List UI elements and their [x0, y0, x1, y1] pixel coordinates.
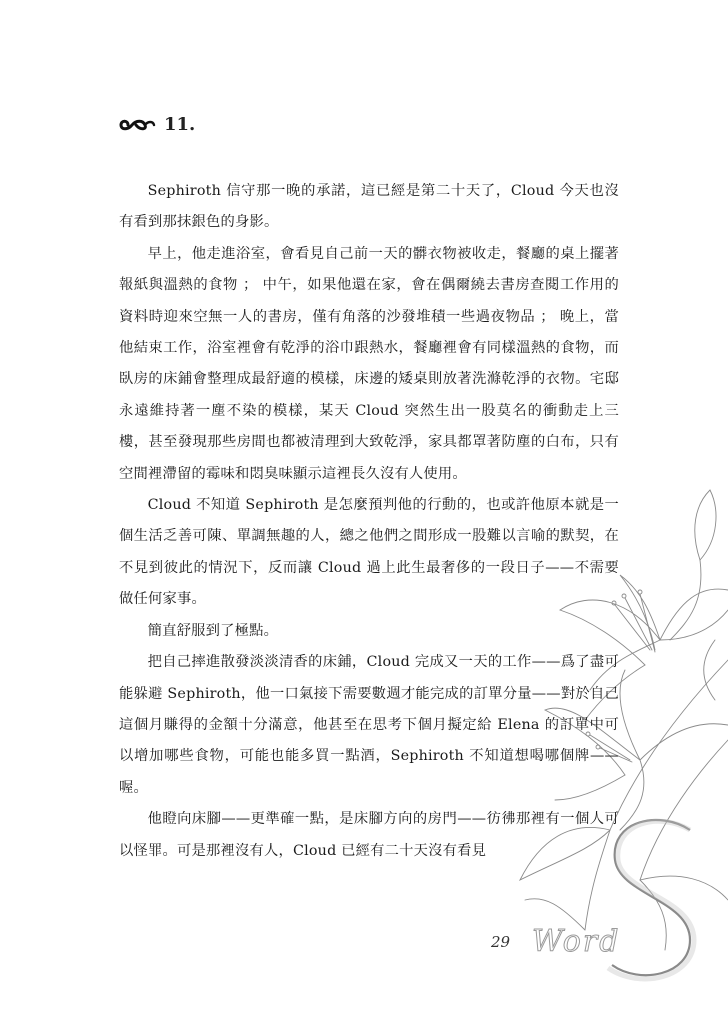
page-number: 29 [491, 933, 511, 951]
paragraph: 把自己摔進散發淡淡清香的床鋪，Cloud 完成又一天的工作——爲了盡可能躲避 Sephiroth，他一口氣接下需要數週才能完成的訂單分量——對於自己這個月賺得的金額十分滿意，他甚至在思考下個月擬定給 Elena 的訂單中可以增加哪些食物，可能也能多買一點酒，Sephiroth 不知道想喝哪個牌——喔。 [119, 654, 619, 796]
infinity-ornament-icon [118, 117, 156, 133]
chapter-body [119, 176, 619, 867]
paragraph: 簡直舒服到了極點。 [147, 622, 279, 639]
paragraph: 早上，他走進浴室，會看見自己前一天的髒衣物被收走，餐廳的桌上擺著報紙與溫熱的食物 ； 中午，如果他還在家，會在偶爾繞去書房查閱工作用的資料時迎來空無一人的書房，僅有角落的沙發堆積一些過夜物品 ； 晚上，當他結束工作，浴室裡會有乾淨的浴巾跟熱水，餐廳裡會有同樣溫熱的食物，而臥房的床鋪會整理成最舒適的模樣，床邊的矮桌則放著洗滌乾淨的衣物。宅邸永遠維持著一塵不染的模樣，某天 Cloud 突然生出一股莫名的衝動走上三樓，甚至發現那些房間也都被清理到大致乾淨，家具都罩著防塵的白布，只有空間裡滯留的霉味和悶臭味顯示這裡長久沒有人使用。 [119, 245, 619, 482]
word-watermark: Word [532, 924, 621, 959]
paragraph: Cloud 不知道 Sephiroth 是怎麼預判他的行動的，也或許他原本就是一個生活乏善可陳、單調無趣的人，總之他們之間形成一股難以言喻的默契，在不見到彼此的情況下，反而讓 Cloud 過上此生最奢侈的一段日子——不需要做任何家事。 [119, 497, 619, 608]
paragraph: 他瞪向床腳——更準確一點，是床腳方向的房門——彷彿那裡有一個人可以怪罪。可是那裡沒有人，Cloud 已經有二十天沒有看見 [119, 811, 619, 859]
chapter-heading [118, 114, 195, 135]
paragraph: Sephiroth 信守那一晚的承諾，這已經是第二十天了，Cloud 今天也沒有看到那抹銀色的身影。 [119, 183, 619, 231]
chapter-number: 11. [164, 114, 196, 135]
